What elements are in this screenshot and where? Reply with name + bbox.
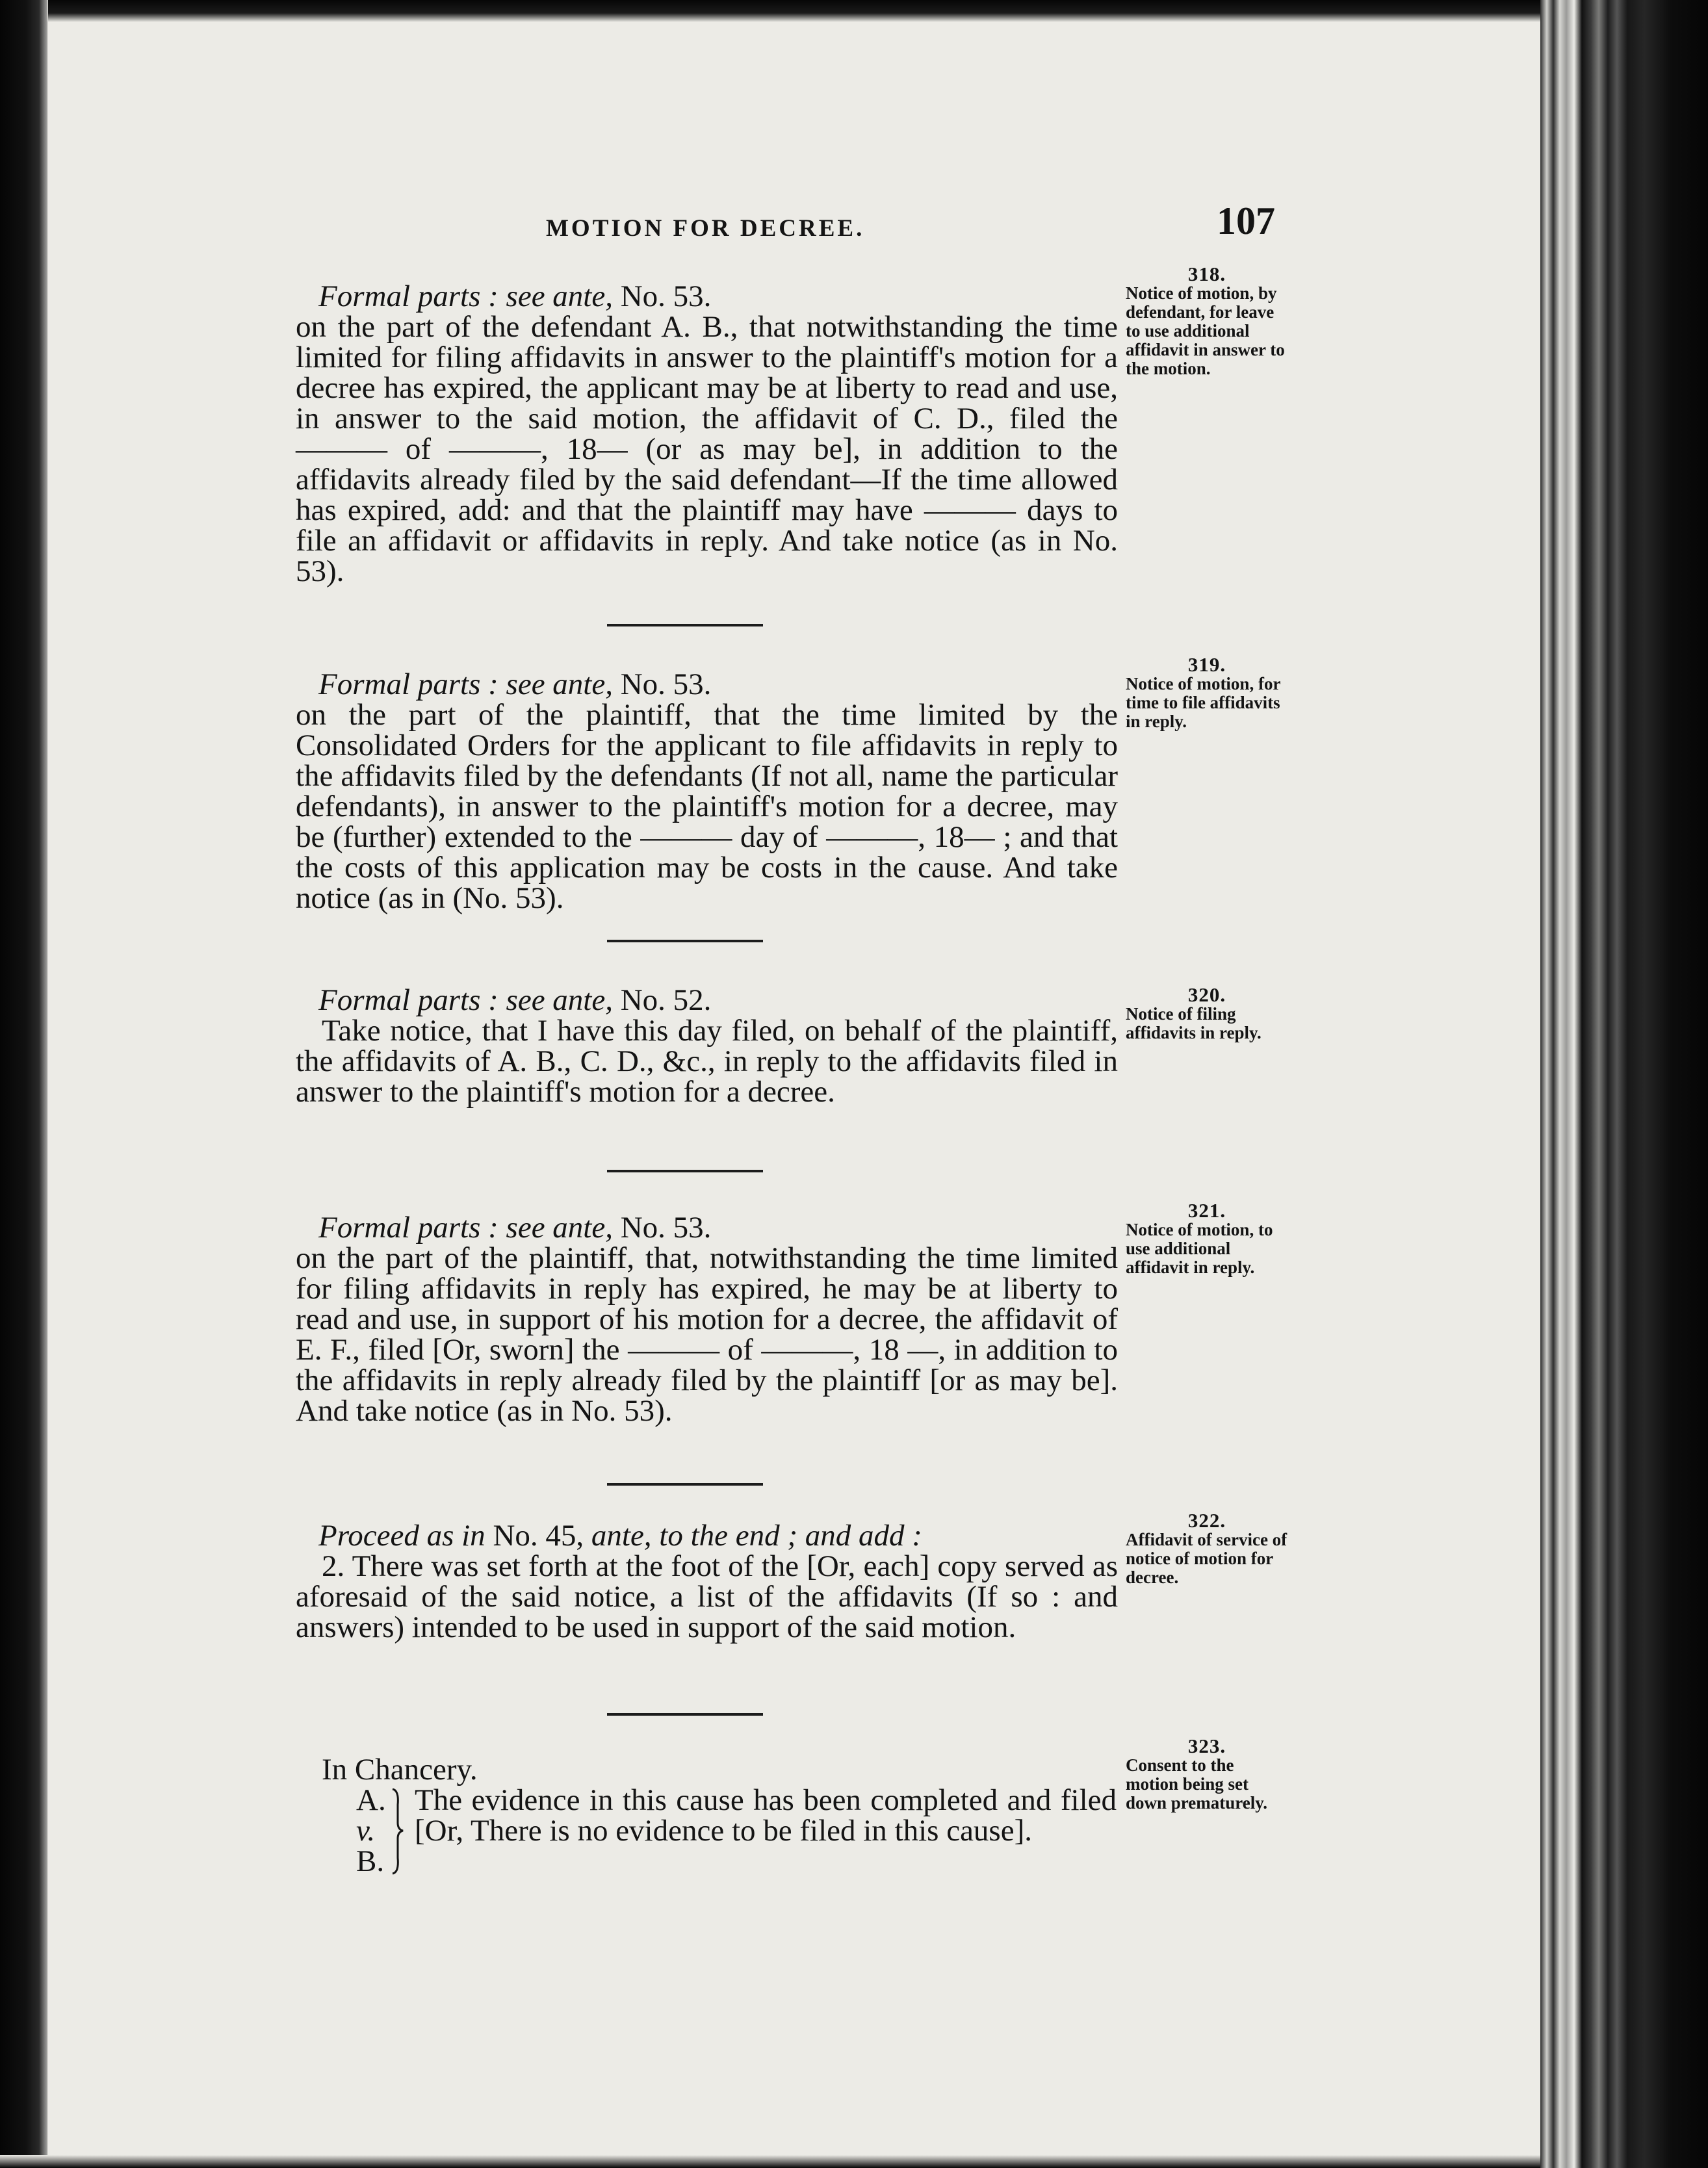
form-body: on the part of the plaintiff, that, notwithstanding the time limited for filing affidavits in reply has expired, he may be at liberty to read and use, in support of his motion for a decree, the affidavit of E. F., filed [Or, sworn] the ——— of ———, 18 —, in addition to the affidavits in reply already filed by the plaintiff [or as may be]. And take notice (as in No. 53).	[296, 1241, 1118, 1428]
form-322	[296, 1521, 1118, 1643]
margin-note-text: Notice of motion, by defendant, for leave to use additional affidavit in answer to the motion.	[1126, 283, 1285, 378]
margin-note-322	[1126, 1511, 1288, 1587]
form-number: 319.	[1187, 653, 1226, 676]
court-heading: In Chancery.	[322, 1753, 478, 1787]
scan-top-edge	[0, 0, 1708, 22]
margin-note-text: Notice of motion, to use additional affidavit in reply.	[1126, 1220, 1273, 1277]
form-319	[296, 669, 1118, 914]
curly-brace-icon	[390, 1785, 404, 1877]
form-320	[296, 985, 1118, 1107]
form-318	[296, 281, 1118, 587]
margin-note-318	[1126, 265, 1288, 378]
scan-bottom-edge	[0, 2155, 1708, 2168]
margin-note-text: Affidavit of service of notice of motion for decree.	[1126, 1530, 1287, 1587]
form-number: 320.	[1187, 983, 1226, 1006]
form-321	[296, 1213, 1118, 1426]
margin-note-321	[1126, 1201, 1288, 1277]
form-lead: Proceed as in No. 45, ante, to the end ; and add :	[318, 1519, 922, 1553]
form-number: 321.	[1187, 1199, 1226, 1222]
form-body: 2. There was set forth at the foot of the [Or, each] copy served as aforesaid of the said notice, a list of the affidavits (If so : and answers) intended to be used in support of the said motion.	[296, 1549, 1118, 1644]
form-body: on the part of the plaintiff, that the time limited by the Consolidated Orders for the applicant to file affidavits in reply to the affidavits filed by the defendants (If not all, name the particular defendants), in answer to the plaintiff's motion for a decree, may be (further) extended to the ——— day of ———, 18— ; and that the costs of this application may be costs in the cause. And take notice (as in (No. 53).	[296, 698, 1118, 915]
scan-left-edge	[0, 0, 48, 2168]
party-a: A.	[356, 1783, 386, 1817]
form-number: 323.	[1187, 1735, 1226, 1757]
margin-note-319	[1126, 655, 1288, 731]
margin-note-text: Notice of filing affidavits in reply.	[1126, 1004, 1262, 1042]
form-body: on the part of the defendant A. B., that notwithstanding the time limited for filing affidavits in answer to the plaintiff's motion for a decree has expired, the applicant may be at liberty to read and use, in answer to the said motion, the affidavit of C. D., filed the ——— of ———, 18— (or as may be], in addition to the affidavits already filed by the said defendant—If the time allowed has expired, add: and that the plaintiff may have ——— days to file an affidavit or affidavits in reply. And take notice (as in No. 53).	[296, 310, 1118, 588]
party-b: B.	[356, 1844, 385, 1878]
section-rule	[607, 940, 763, 942]
form-number: 322.	[1187, 1509, 1226, 1532]
book-page-edges	[1540, 0, 1708, 2168]
page-number: 107	[1217, 200, 1275, 242]
section-rule	[607, 624, 763, 626]
form-body: Take notice, that I have this day filed, on behalf of the plaintiff, the affidavits of A. B., C. D., &c., in reply to the affidavits filed in answer to the plaintiff's motion for a decree.	[296, 1014, 1118, 1109]
consent-text: The evidence in this cause has been completed and filed [Or, There is no evidence to be filed in this cause].	[415, 1783, 1117, 1848]
form-lead: Formal parts : see ante, No. 52.	[318, 983, 712, 1017]
form-lead: Formal parts : see ante, No. 53.	[318, 1211, 712, 1245]
margin-note-text: Notice of motion, for time to file affidavits in reply.	[1126, 674, 1280, 731]
form-lead: Formal parts : see ante, No. 53.	[318, 279, 712, 313]
section-rule	[607, 1713, 763, 1716]
section-rule	[607, 1170, 763, 1172]
margin-note-323	[1126, 1736, 1288, 1813]
running-head: MOTION FOR DECREE.	[546, 215, 865, 242]
margin-note-320	[1126, 985, 1288, 1042]
form-323-heading	[296, 1755, 1118, 1785]
party-names	[356, 1785, 390, 1877]
form-number: 318.	[1187, 263, 1226, 285]
section-rule	[607, 1483, 763, 1486]
form-lead: Formal parts : see ante, No. 53.	[318, 667, 712, 701]
party-versus: v.	[356, 1814, 376, 1848]
margin-note-text: Consent to the motion being set down prematurely.	[1126, 1755, 1268, 1813]
